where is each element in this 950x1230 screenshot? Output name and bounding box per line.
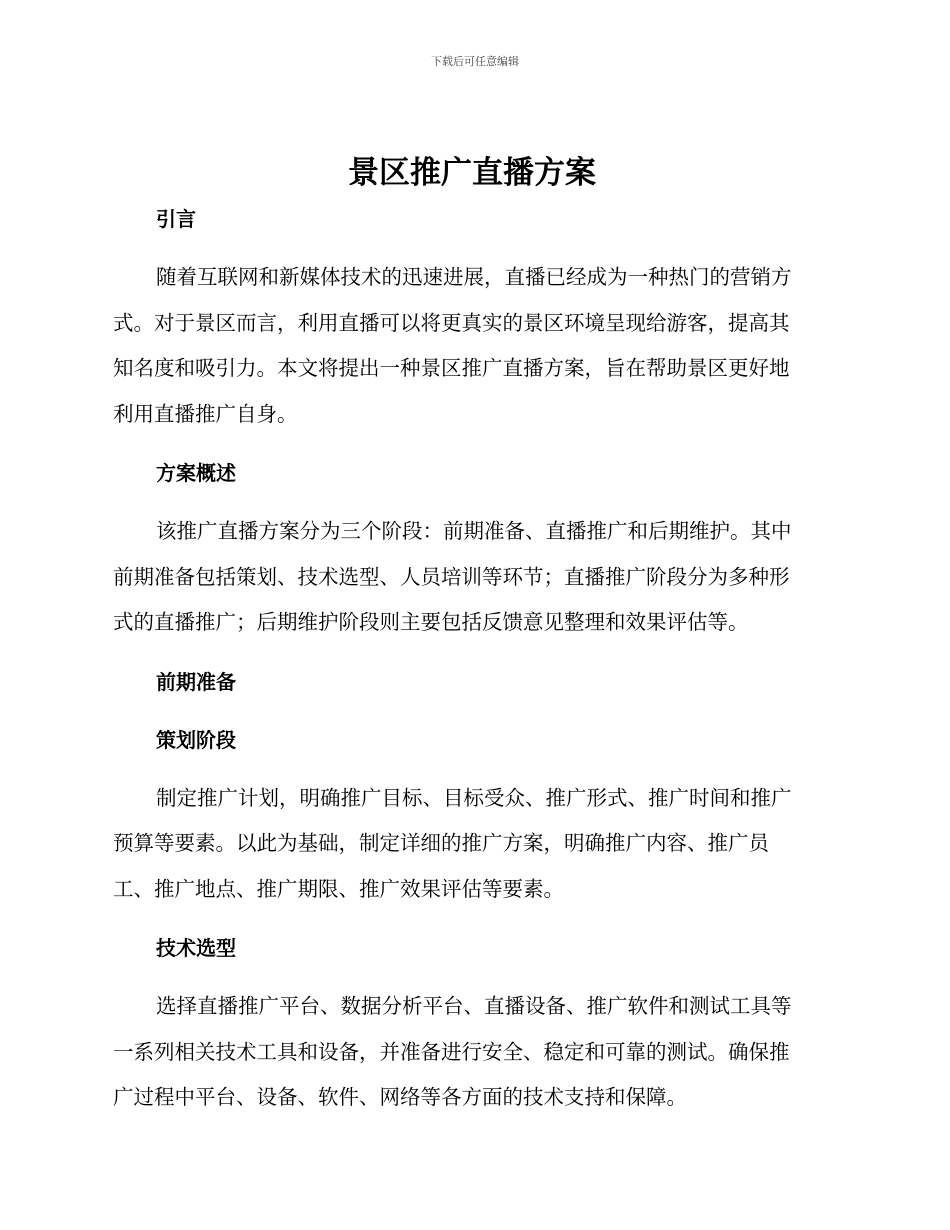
- paragraph-line: 一系列相关技术工具和设备，并准备进行安全、稳定和可靠的测试。确保推: [113, 1039, 790, 1064]
- paragraph-line: 广过程中平台、设备、软件、网络等各方面的技术支持和保障。: [113, 1085, 687, 1109]
- paragraph-overview: [113, 509, 831, 646]
- paragraph-line: 前期准备包括策划、技术选型、人员培训等环节；直播推广阶段分为多种形: [113, 564, 790, 589]
- paragraph-line: 工、推广地点、推广期限、推广效果评估等要素。: [113, 876, 564, 901]
- paragraph-line: 利用直播推广自身。: [113, 401, 298, 426]
- section-heading-planning: 策划阶段: [156, 727, 236, 752]
- section-heading-intro: 引言: [156, 207, 196, 231]
- paragraph-line: 选择直播推广平台、数据分析平台、直播设备、推广软件和测试工具等: [156, 994, 792, 1018]
- paragraph-tech: [113, 984, 831, 1121]
- section-heading-tech: 技术选型: [156, 936, 236, 960]
- header-note: 下载后可任意编辑: [431, 55, 519, 68]
- paragraph-line: 制定推广计划，明确推广目标、目标受众、推广形式、推广时间和推广: [156, 785, 792, 810]
- paragraph-line: 式。对于景区而言，利用直播可以将更真实的景区环境呈现给游客，提高其: [113, 310, 790, 335]
- paragraph-intro: [113, 255, 831, 437]
- paragraph-planning: [113, 776, 831, 913]
- document-title: 景区推广直播方案: [348, 155, 596, 191]
- paragraph-line: 知名度和吸引力。本文将提出一种景区推广直播方案，旨在帮助景区更好地: [113, 356, 790, 380]
- paragraph-line: 预算等要素。以此为基础，制定详细的推广方案，明确推广内容、推广员: [113, 831, 769, 855]
- paragraph-line: 该推广直播方案分为三个阶段：前期准备、直播推广和后期维护。其中: [156, 519, 792, 543]
- paragraph-line: 随着互联网和新媒体技术的迅速进展，直播已经成为一种热门的营销方: [156, 265, 792, 289]
- paragraph-line: 式的直播推广；后期维护阶段则主要包括反馈意见整理和效果评估等。: [113, 610, 749, 634]
- section-heading-overview: 方案概述: [156, 461, 236, 485]
- document-body: [113, 150, 831, 1121]
- section-heading-prep: 前期准备: [156, 669, 236, 694]
